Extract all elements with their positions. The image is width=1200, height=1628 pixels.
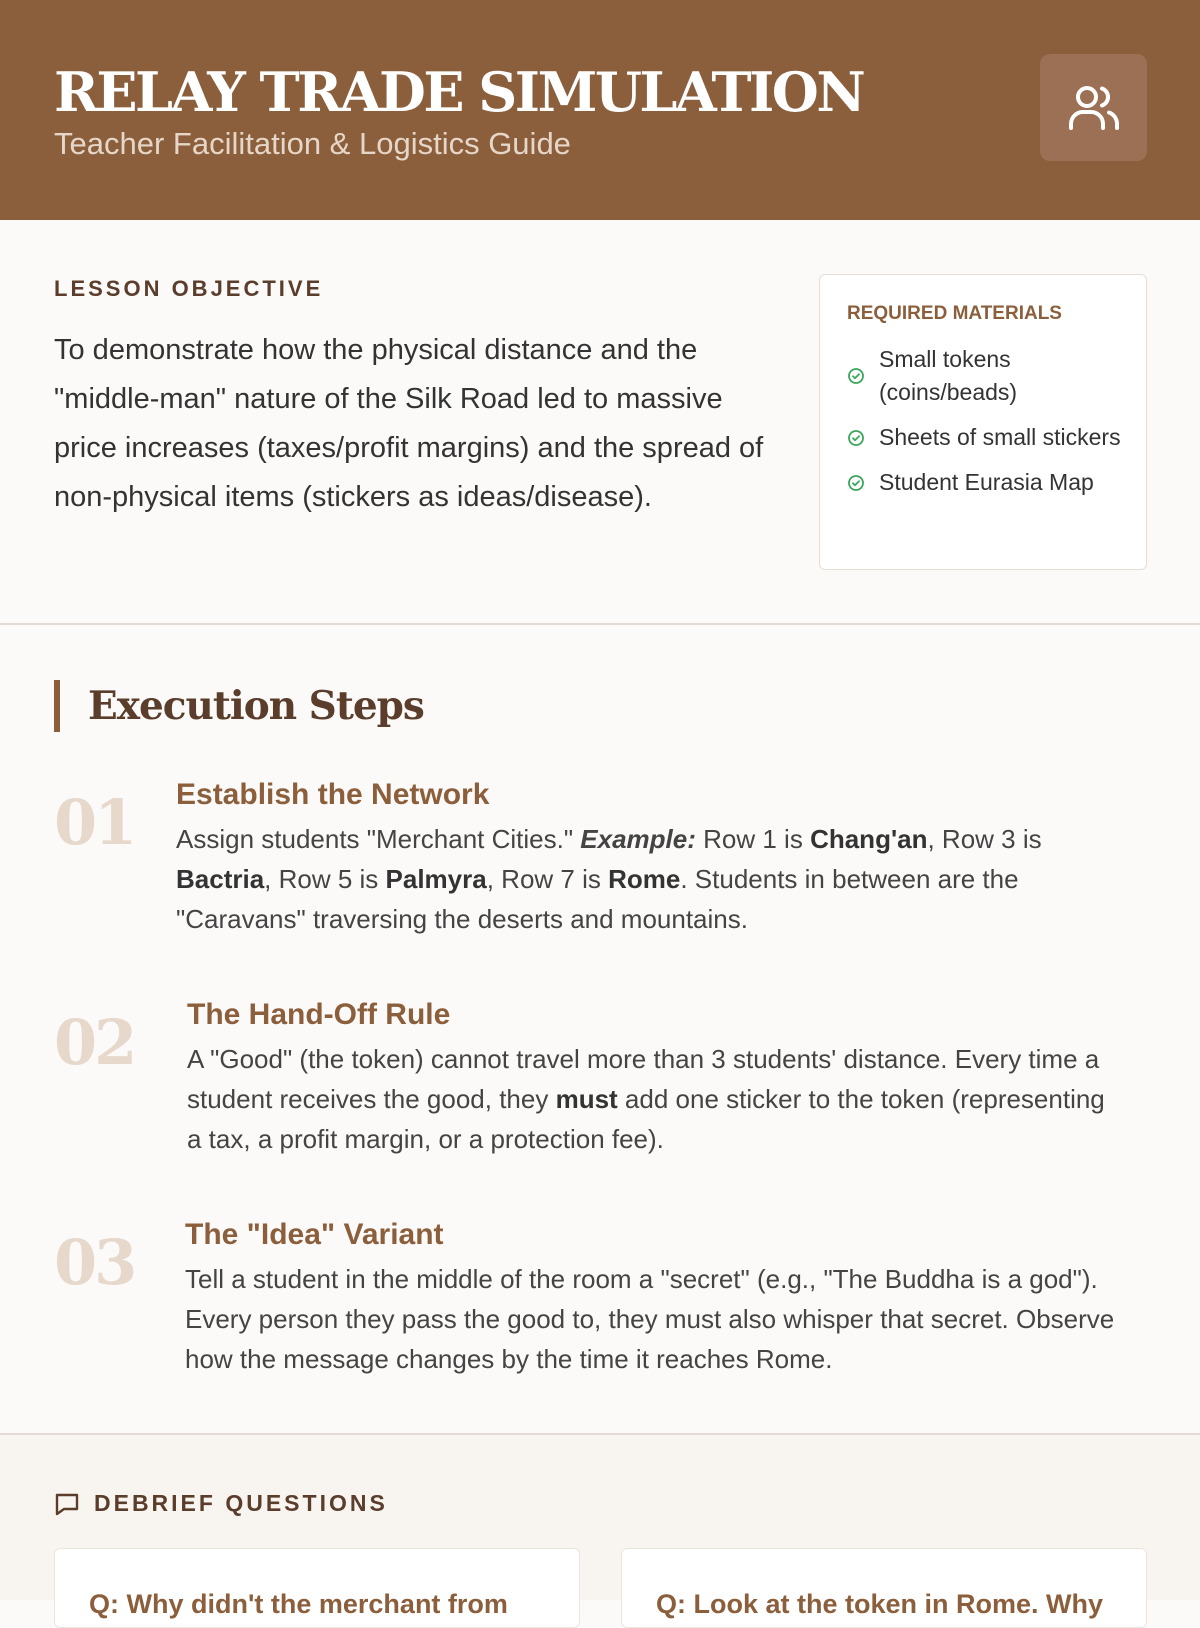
check-circle-icon [847, 367, 865, 385]
list-item [847, 466, 1122, 499]
check-circle-icon [847, 429, 865, 447]
objective-text: To demonstrate how the physical distance and the "middle-man" nature of the Silk Road led to massive price increases (taxes/profit margins) and the spread of non-physical items (stickers as ideas/disease). [54, 334, 764, 513]
materials-title: REQUIRED MATERIALS [847, 303, 1062, 324]
debrief-question: Q: Look at the token in Rome. Why [656, 1589, 1104, 1619]
debrief-question-card [621, 1548, 1147, 1628]
step-number: 03 [54, 1226, 135, 1299]
users-icon [1067, 84, 1121, 132]
step-title: Establish the Network [176, 778, 490, 811]
step-title: The "Idea" Variant [185, 1218, 444, 1251]
material-label: Sheets of small stickers [879, 424, 1121, 450]
step-body: Tell a student in the middle of the room a "secret" (e.g., "The Buddha is a god"). Every person they pass the good to, they must also whisper that secret. Observe how the message changes by the time it reaches Rome. [185, 1264, 1115, 1374]
chat-bubble-icon [54, 1491, 80, 1517]
step-body: Assign students "Merchant Cities." Example: Row 1 is Chang'an, Row 3 is Bactria, Row 5 is Palmyra, Row 7 is Rome. Students in between are the "Caravans" traversing the deserts and mountains. [176, 824, 1042, 934]
section-divider [0, 1433, 1200, 1435]
section-accent-bar [54, 680, 60, 732]
step-number: 01 [54, 786, 135, 859]
check-circle-icon [847, 474, 865, 492]
page-header [0, 0, 1200, 220]
page-subtitle: Teacher Facilitation & Logistics Guide [54, 126, 571, 161]
debrief-question: Q: Why didn't the merchant from [89, 1589, 508, 1619]
materials-list [847, 343, 1122, 499]
step-number: 02 [54, 1006, 135, 1079]
users-button[interactable] [1040, 54, 1147, 161]
debrief-question-card [54, 1548, 580, 1628]
material-label: Student Eurasia Map [879, 469, 1094, 495]
list-item [847, 421, 1122, 454]
materials-card [819, 274, 1147, 570]
list-item [847, 343, 1122, 409]
page-title: RELAY TRADE SIMULATION [54, 60, 864, 124]
step-title: The Hand-Off Rule [187, 998, 451, 1031]
section-divider [0, 623, 1200, 625]
material-label: Small tokens (coins/beads) [879, 346, 1018, 405]
debrief-label: DEBRIEF QUESTIONS [54, 1490, 388, 1517]
objective-label: LESSON OBJECTIVE [54, 276, 324, 301]
section-title: Execution Steps [88, 683, 424, 729]
step-body: A "Good" (the token) cannot travel more than 3 students' distance. Every time a student receives the good, they must add one sticker to the token (representing a tax, a profit margin, or a protection fee). [187, 1044, 1105, 1154]
